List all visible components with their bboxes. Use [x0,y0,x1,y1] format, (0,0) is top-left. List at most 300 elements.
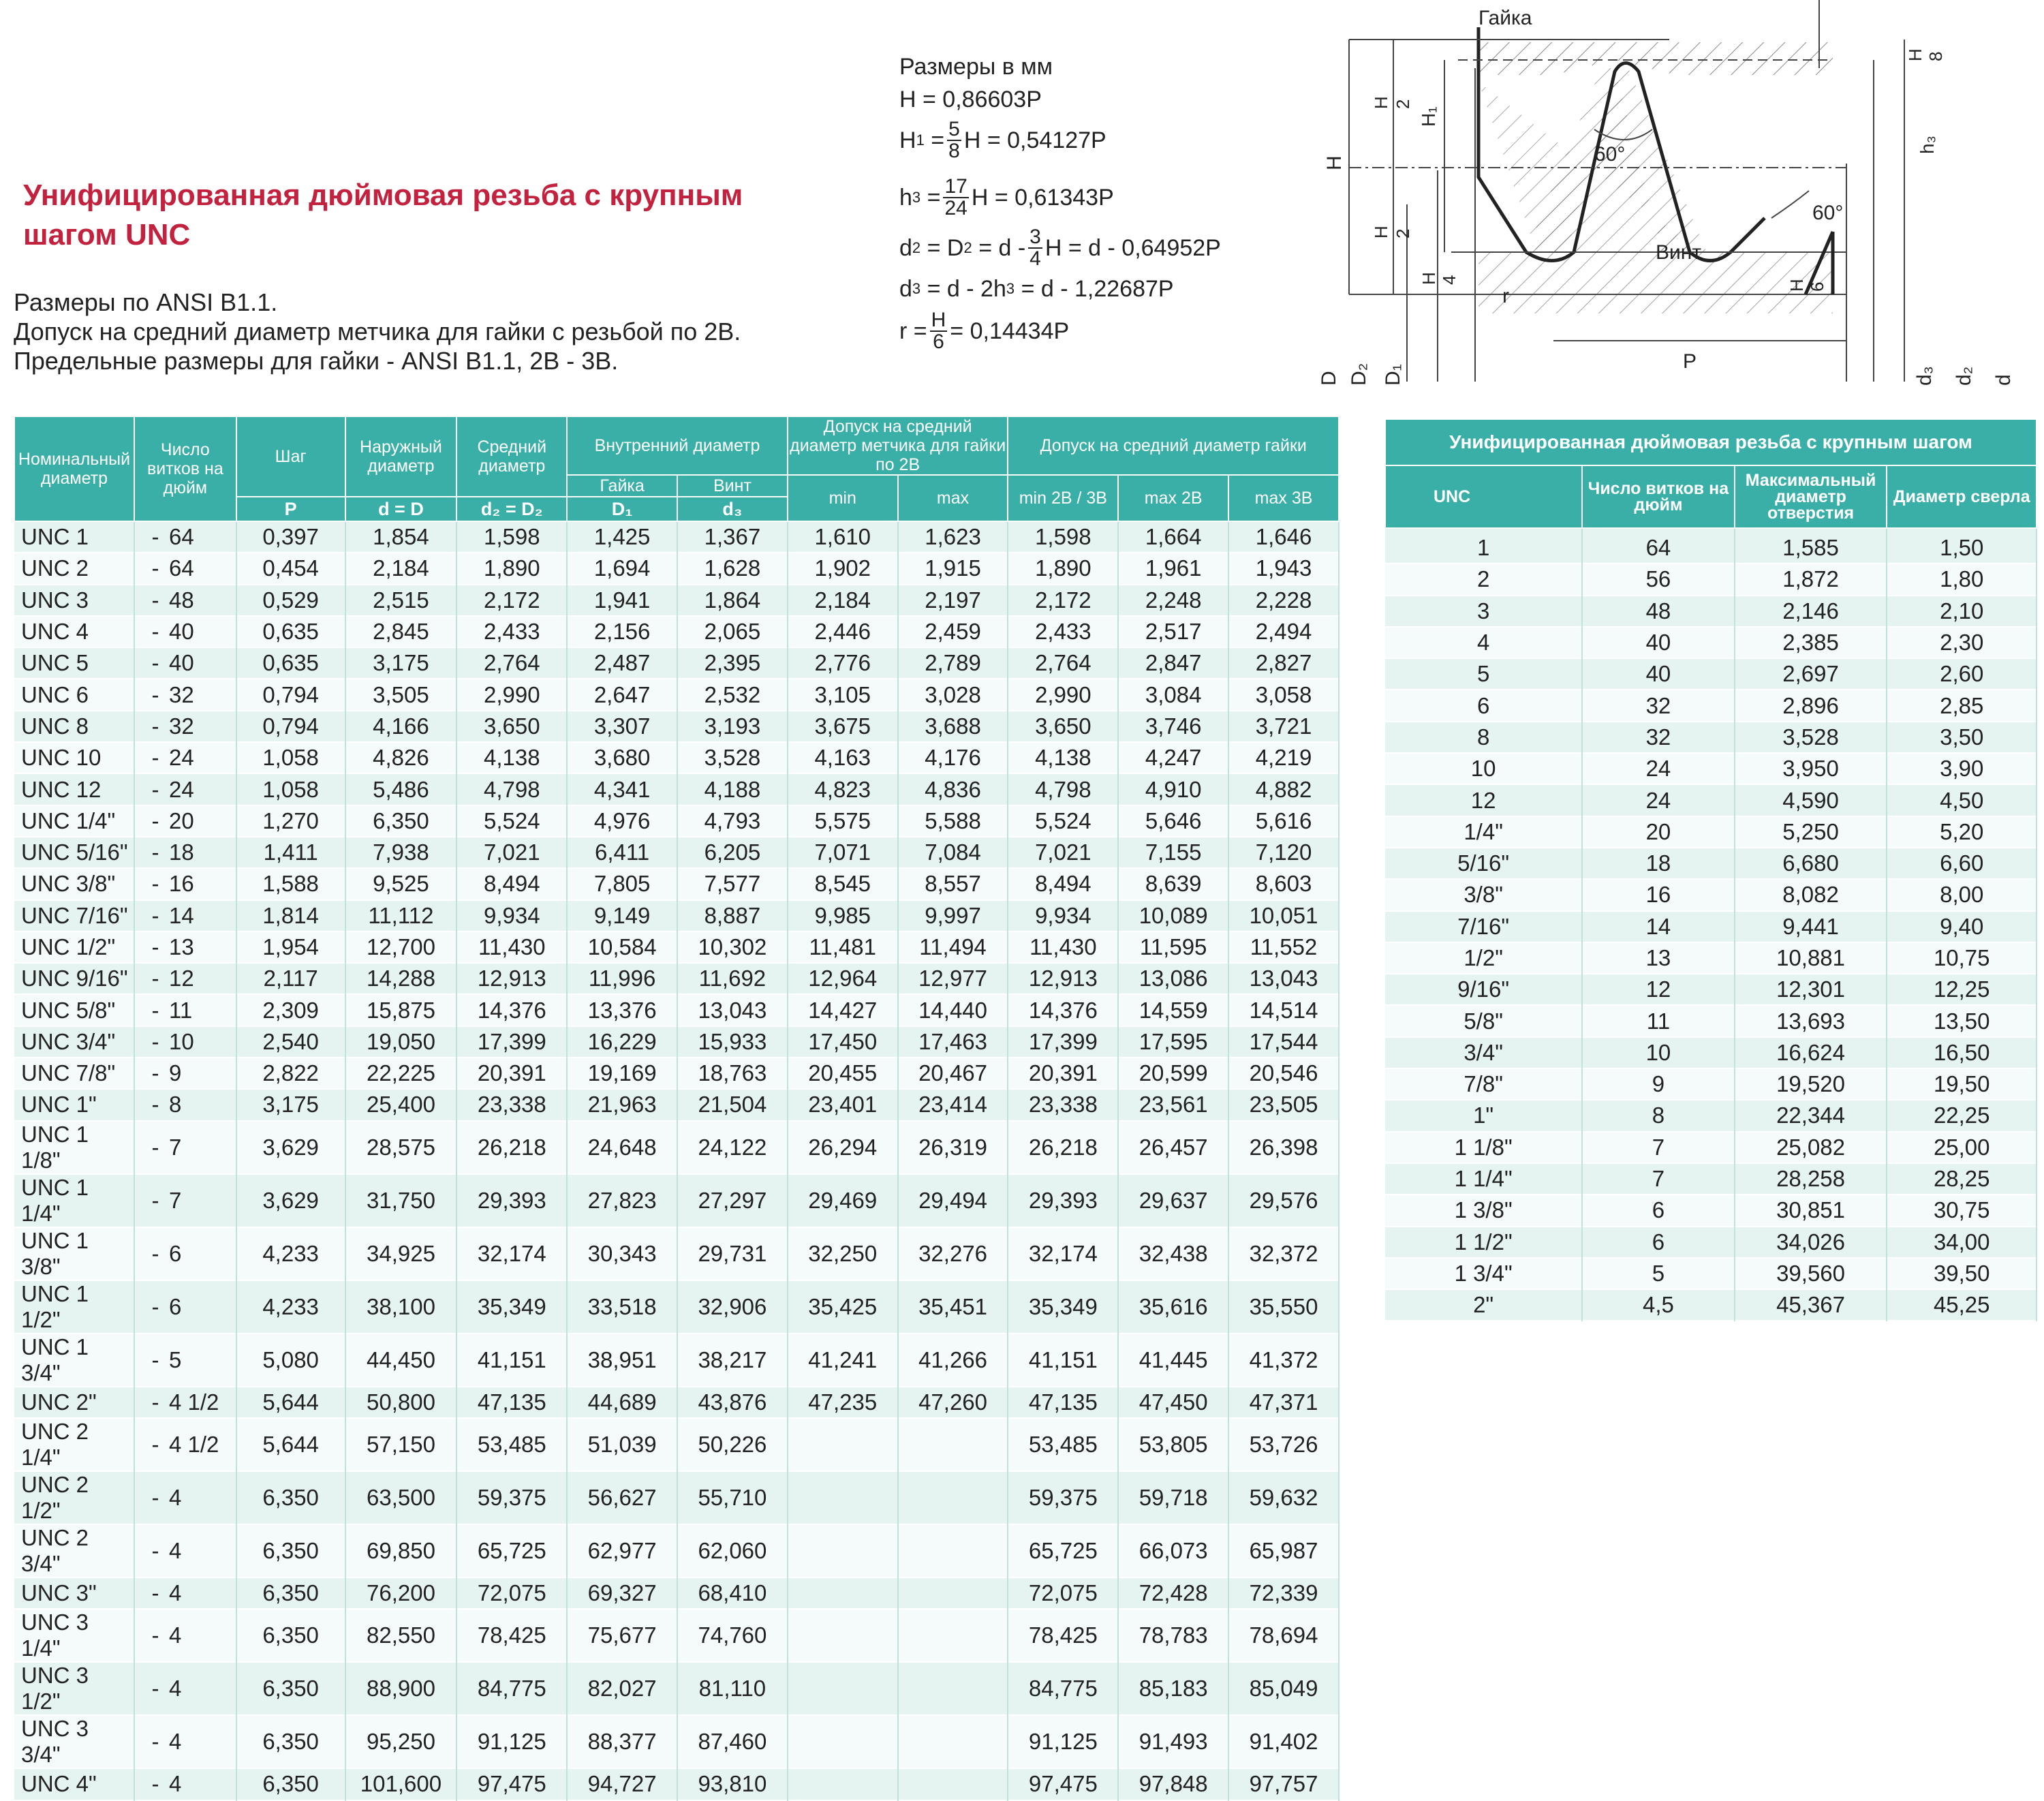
table-cell: 2,248 [1118,585,1228,616]
table-cell: 2,184 [788,585,898,616]
table-cell: 34,925 [345,1227,457,1280]
table-cell: 2 [1385,564,1582,595]
table-cell: 47,371 [1228,1387,1339,1418]
table-cell: 78,425 [1008,1609,1118,1662]
table-cell: 41,445 [1118,1334,1228,1387]
table-cell: 97,475 [456,1768,567,1800]
fraction [930,310,948,352]
table-cell: 2,385 [1735,627,1887,658]
cell-tpi: - 64 [134,553,236,584]
cell-nominal: UNC 1 [14,521,134,553]
numerator: 5 [948,118,960,140]
pitch-label: P [1683,350,1697,373]
table-cell: 3,675 [788,711,898,742]
table-cell: 20,391 [1008,1058,1118,1089]
table-cell: 2,184 [345,553,457,584]
table-cell: 29,494 [898,1174,1008,1227]
thread-profile-diagram [1233,0,2044,395]
table-cell: 91,125 [1008,1715,1118,1768]
table-cell: 4,163 [788,742,898,773]
table-cell: 32,438 [1118,1227,1228,1280]
table-cell: 2,822 [236,1058,345,1089]
table-cell: 16,50 [1887,1037,2037,1068]
table-cell: 19,050 [345,1026,457,1058]
unc-dimensions-table [14,416,1340,1801]
intro-line: Предельные размеры для гайки - ANSI B1.1, 2B - 3B. [14,347,619,375]
table-cell: 10 [1582,1037,1734,1068]
table-cell: 2,990 [456,679,567,710]
table-cell: 5,486 [345,773,457,805]
table-cell: 1 [1385,528,1582,564]
table-row [14,1524,1339,1577]
table-cell: 11,112 [345,900,457,932]
cell-nominal: UNC 1 1/2" [14,1280,134,1334]
table-cell: 9,985 [788,900,898,932]
table-cell: 1,814 [236,900,345,932]
table-cell: 30,851 [1735,1195,1887,1226]
table-cell: 2,146 [1735,596,1887,627]
table-cell: 2,647 [567,679,677,710]
table-cell: 6,350 [236,1662,345,1715]
table-cell: 59,375 [456,1471,567,1524]
table-cell: 9,525 [345,868,457,899]
table-cell: 20 [1582,816,1734,848]
table-cell: 13,376 [567,994,677,1026]
numerator: 3 [1029,226,1041,248]
table-cell: 1/2" [1385,942,1582,974]
h8-label: H [1905,48,1925,61]
cell-tpi: - 10 [134,1026,236,1058]
table-cell [788,1471,898,1524]
table-row [1385,1037,2037,1068]
fraction [943,176,968,219]
cell-tpi: - 32 [134,679,236,710]
table-cell: 41,241 [788,1334,898,1387]
table-row [1385,911,2037,942]
h3-label: h₃ [1917,136,1938,154]
table-cell: 2,764 [1008,647,1118,679]
table-cell: 0,454 [236,553,345,584]
table-cell: 4,836 [898,773,1008,805]
fraction [947,119,961,161]
table-cell: 50,800 [345,1387,457,1418]
table-cell: 1,598 [1008,521,1118,553]
table-cell: 7,071 [788,837,898,868]
table-cell [898,1768,1008,1800]
table-cell: 22,25 [1887,1100,2037,1131]
f4-left: d [899,234,912,261]
table-cell [788,1577,898,1609]
table-row [1385,564,2037,595]
table-row [1385,879,2037,910]
table-cell: 8,545 [788,868,898,899]
table-cell: 1,890 [1008,553,1118,584]
table-cell: 2,487 [567,647,677,679]
cell-nominal: UNC 12 [14,773,134,805]
table-row [14,900,1339,932]
table-cell: 12,700 [345,932,457,963]
table-cell: 20,391 [456,1058,567,1089]
table-cell: 9 [1582,1068,1734,1100]
f6-right: = 0,14434P [950,318,1070,344]
table-cell: 26,218 [456,1121,567,1174]
table-row [14,1026,1339,1058]
table-cell: 35,425 [788,1280,898,1334]
cell-nominal: UNC 5/8" [14,994,134,1026]
table-cell: 27,823 [567,1174,677,1227]
table-cell: 2,697 [1735,658,1887,690]
table-cell [898,1418,1008,1471]
table-cell: 4,798 [456,773,567,805]
table-cell: 94,727 [567,1768,677,1800]
cell-nominal: UNC 2 1/2" [14,1471,134,1524]
table-cell: 5,080 [236,1334,345,1387]
h2-den: 2 [1393,99,1413,109]
table-cell: 11,692 [677,963,788,994]
table-cell: 11,494 [898,932,1008,963]
sym-D1: D₁ [567,497,677,521]
table-cell: 1,270 [236,805,345,837]
table-cell: 9,934 [1008,900,1118,932]
cell-tpi: - 32 [134,711,236,742]
cell-tpi: - 6 [134,1227,236,1280]
table-cell: 59,718 [1118,1471,1228,1524]
table-cell: 1/4" [1385,816,1582,848]
cell-tpi: - 40 [134,616,236,647]
table-cell: 3,950 [1735,753,1887,784]
table-cell: 78,694 [1228,1609,1339,1662]
table-cell: 4,176 [898,742,1008,773]
D2-label: D₂ [1348,363,1370,386]
table-cell: 24 [1582,784,1734,816]
table-cell: 32 [1582,722,1734,753]
cell-nominal: UNC 3 3/4" [14,1715,134,1768]
table-cell: 4,50 [1887,784,2037,816]
table-cell: 91,125 [456,1715,567,1768]
table-cell: 13,693 [1735,1005,1887,1036]
table-cell: 44,689 [567,1387,677,1418]
table-cell: 27,297 [677,1174,788,1227]
table-cell: 51,039 [567,1418,677,1471]
formula-heading: Размеры в мм [899,53,1053,80]
table-cell: 24 [1582,753,1734,784]
table-cell: 29,469 [788,1174,898,1227]
table-cell: 1,854 [345,521,457,553]
table-cell: 68,410 [677,1577,788,1609]
cell-tpi: - 9 [134,1058,236,1089]
table-row [14,1227,1339,1280]
table-cell: 1,941 [567,585,677,616]
sym-d3: d₃ [677,497,788,521]
formula-H: H = 0,86603P [899,86,1042,112]
table-row [14,994,1339,1026]
table-cell: 4,793 [677,805,788,837]
table-cell: 4,5 [1582,1289,1734,1321]
table-cell: 95,250 [345,1715,457,1768]
table-cell: 32,906 [677,1280,788,1334]
f2-right: H = 0,54127P [963,127,1106,153]
cell-nominal: UNC 5/16" [14,837,134,868]
f5-right: = d - 1,22687P [1021,275,1174,302]
table-cell: 7,155 [1118,837,1228,868]
table-cell: 2,117 [236,963,345,994]
height-label: H [1323,155,1346,170]
table-cell: 22,225 [345,1058,457,1089]
table-row [14,1418,1339,1471]
table-row [1385,1132,2037,1163]
table-cell: 6,350 [345,805,457,837]
table-cell: 7/16" [1385,911,1582,942]
table-cell: 14,514 [1228,994,1339,1026]
table-cell: 39,560 [1735,1258,1887,1289]
table-cell: 3,193 [677,711,788,742]
cell-tpi: - 7 [134,1121,236,1174]
d-label: d [1992,374,2015,386]
table-cell: 2,827 [1228,647,1339,679]
table-row [14,1174,1339,1227]
table-row [14,963,1339,994]
table-cell: 97,848 [1118,1768,1228,1800]
table-cell: 26,294 [788,1121,898,1174]
table-cell: 78,425 [456,1609,567,1662]
table-cell [788,1768,898,1800]
table-cell: 33,518 [567,1280,677,1334]
table-row [1385,627,2037,658]
table-cell: 10,302 [677,932,788,963]
table-cell: 14,559 [1118,994,1228,1026]
table-cell: 53,485 [1008,1418,1118,1471]
table-cell: 4,138 [1008,742,1118,773]
table-cell: 2,540 [236,1026,345,1058]
table-cell: 5,575 [788,805,898,837]
table-cell: 8,00 [1887,879,2037,910]
cell-tpi: - 4 [134,1662,236,1715]
table-cell: 4,976 [567,805,677,837]
table-cell: 56,627 [567,1471,677,1524]
table-cell: 35,349 [456,1280,567,1334]
formula-H1: H 1 = $\frac{5}{8}$ H = 0,54127P [899,118,1106,162]
table-cell: 3,084 [1118,679,1228,710]
table-cell: 1,411 [236,837,345,868]
table-row [14,1334,1339,1387]
table-cell: 5,250 [1735,816,1887,848]
table-cell: 11,595 [1118,932,1228,963]
table-cell: 32 [1582,690,1734,721]
table-cell: 11,430 [456,932,567,963]
table-cell: 9/16" [1385,974,1582,1005]
cell-nominal: UNC 1 1/8" [14,1121,134,1174]
angle-label: 60° [1812,202,1844,224]
table-cell: 6,350 [236,1577,345,1609]
table-cell: 85,049 [1228,1662,1339,1715]
cell-nominal: UNC 7/16" [14,900,134,932]
table-row [14,1058,1339,1089]
table-cell: 3,058 [1228,679,1339,710]
table-cell: 13,043 [1228,963,1339,994]
h2-den: 2 [1393,228,1413,238]
table-cell: 2,197 [898,585,1008,616]
table-cell: 1,872 [1735,564,1887,595]
table-cell: 3,528 [677,742,788,773]
table-cell: 5,524 [456,805,567,837]
table-cell: 4,826 [345,742,457,773]
table-cell: 57,150 [345,1418,457,1471]
table-cell: 47,135 [456,1387,567,1418]
table-cell: 3,175 [236,1089,345,1120]
table-row [1385,1005,2037,1036]
table-cell: 47,235 [788,1387,898,1418]
table-cell: 30,75 [1887,1195,2037,1226]
table-cell: 72,075 [1008,1577,1118,1609]
cell-tpi: - 4 [134,1609,236,1662]
table-cell: 7,021 [1008,837,1118,868]
f4-mid2: = d - [978,234,1026,261]
table-cell: 20,455 [788,1058,898,1089]
f5: = d - 2h [927,275,1006,302]
table-cell: 12,913 [1008,963,1118,994]
table-cell: 1 3/4" [1385,1258,1582,1289]
table-cell: 62,060 [677,1524,788,1577]
table-cell: 74,760 [677,1609,788,1662]
table-cell: 2,433 [456,616,567,647]
table-cell: 7,084 [898,837,1008,868]
col-tpi: Число витков на дюйм [1582,465,1734,528]
table-cell: 0,794 [236,679,345,710]
table-cell [898,1471,1008,1524]
table-cell: 82,550 [345,1609,457,1662]
table-cell: 4,233 [236,1227,345,1280]
col-inner-screw: Винт [677,475,788,497]
page-title: Унифицированная дюймовая резьба с крупным шагом UNC [23,179,743,251]
f3-left: h [899,184,912,211]
table-row [1385,1195,2037,1226]
table-cell: 13,086 [1118,963,1228,994]
table-cell: 97,757 [1228,1768,1339,1800]
table-cell: 5,588 [898,805,1008,837]
denominator: 8 [948,140,960,162]
table-cell: 0,635 [236,616,345,647]
table-cell: 5,524 [1008,805,1118,837]
cell-tpi: - 48 [134,585,236,616]
cell-nominal: UNC 2" [14,1387,134,1418]
table-cell: 24,648 [567,1121,677,1174]
table-cell: 41,151 [456,1334,567,1387]
table-cell: 22,344 [1735,1100,1887,1131]
table-cell: 12 [1582,974,1734,1005]
screw-label: Винт [1656,241,1702,264]
table-cell: 11,481 [788,932,898,963]
sym-d: d = D [345,497,457,521]
table-cell: 3,650 [1008,711,1118,742]
formula-h3: h 3 = $\frac{17}{24}$ H = 0,61343P [899,175,1114,219]
h8-den: 8 [1925,51,1946,61]
table-cell: 3,105 [788,679,898,710]
sym-d2: d₂ = D₂ [456,497,567,521]
table-cell: 62,977 [567,1524,677,1577]
table-cell: 40 [1582,627,1734,658]
table-cell: 7,577 [677,868,788,899]
drill-table-caption: Унифицированная дюймовая резьба с крупным шагом [1385,419,2037,465]
cell-nominal: UNC 6 [14,679,134,710]
formula-d3: d 3 = d - 2h 3 = d - 1,22687P [899,275,1174,302]
table-cell: 1,623 [898,521,1008,553]
table-cell: 13 [1582,942,1734,974]
table-cell: 26,398 [1228,1121,1339,1174]
table-cell: 3,528 [1735,722,1887,753]
cell-nominal: UNC 1 3/8" [14,1227,134,1280]
table-cell: 4,590 [1735,784,1887,816]
table-cell: 5 [1385,658,1582,690]
table-row [14,742,1339,773]
table-cell: 2,228 [1228,585,1339,616]
table-cell: 1,664 [1118,521,1228,553]
table-cell: 35,550 [1228,1280,1339,1334]
denominator: 6 [933,330,944,353]
table-cell: 2,776 [788,647,898,679]
table-cell: 34,026 [1735,1227,1887,1258]
col-tpi: Число витков на дюйм [134,416,236,521]
h1-label: H₁ [1418,106,1439,127]
cell-nominal: UNC 4 [14,616,134,647]
D1-label: D₁ [1382,364,1404,386]
cell-tpi: - 4 1/2 [134,1387,236,1418]
table-row [14,1662,1339,1715]
table-cell: 2,395 [677,647,788,679]
table-cell: 3/8" [1385,879,1582,910]
denominator: 24 [944,197,967,219]
table-cell: 65,725 [1008,1524,1118,1577]
col-min23: min 2B / 3B [1008,475,1118,521]
table-row [1385,1289,2037,1321]
table-cell: 75,677 [567,1609,677,1662]
table-row [14,1609,1339,1662]
table-row [14,1121,1339,1174]
table-cell: 84,775 [456,1662,567,1715]
table-cell: 93,810 [677,1768,788,1800]
table-cell: 9,149 [567,900,677,932]
table-cell: 12,913 [456,963,567,994]
table-cell: 23,338 [1008,1089,1118,1120]
table-cell: 0,635 [236,647,345,679]
table-row [1385,528,2037,564]
cell-tpi: - 24 [134,742,236,773]
cell-nominal: UNC 3 [14,585,134,616]
table-cell: 7 [1582,1132,1734,1163]
table-cell: 14,376 [1008,994,1118,1026]
table-cell: 32,372 [1228,1227,1339,1280]
table-cell: 72,075 [456,1577,567,1609]
denominator: 4 [1029,247,1041,270]
table-cell: 1,610 [788,521,898,553]
table-cell: 16,229 [567,1026,677,1058]
table-cell: 23,561 [1118,1089,1228,1120]
table-cell: 20,599 [1118,1058,1228,1089]
cell-tpi: - 13 [134,932,236,963]
table-cell: 4,341 [567,773,677,805]
table-cell [898,1524,1008,1577]
cell-tpi: - 24 [134,773,236,805]
table-cell: 32,174 [1008,1227,1118,1280]
cell-nominal: UNC 2 1/4" [14,1418,134,1471]
table-cell: 11,996 [567,963,677,994]
table-cell [788,1524,898,1577]
numerator: 17 [944,175,967,198]
table-cell: 8,557 [898,868,1008,899]
table-cell: 19,520 [1735,1068,1887,1100]
table-cell: 18 [1582,848,1734,879]
f2-sub: 1 [916,132,925,149]
h2-label: H [1371,226,1391,238]
